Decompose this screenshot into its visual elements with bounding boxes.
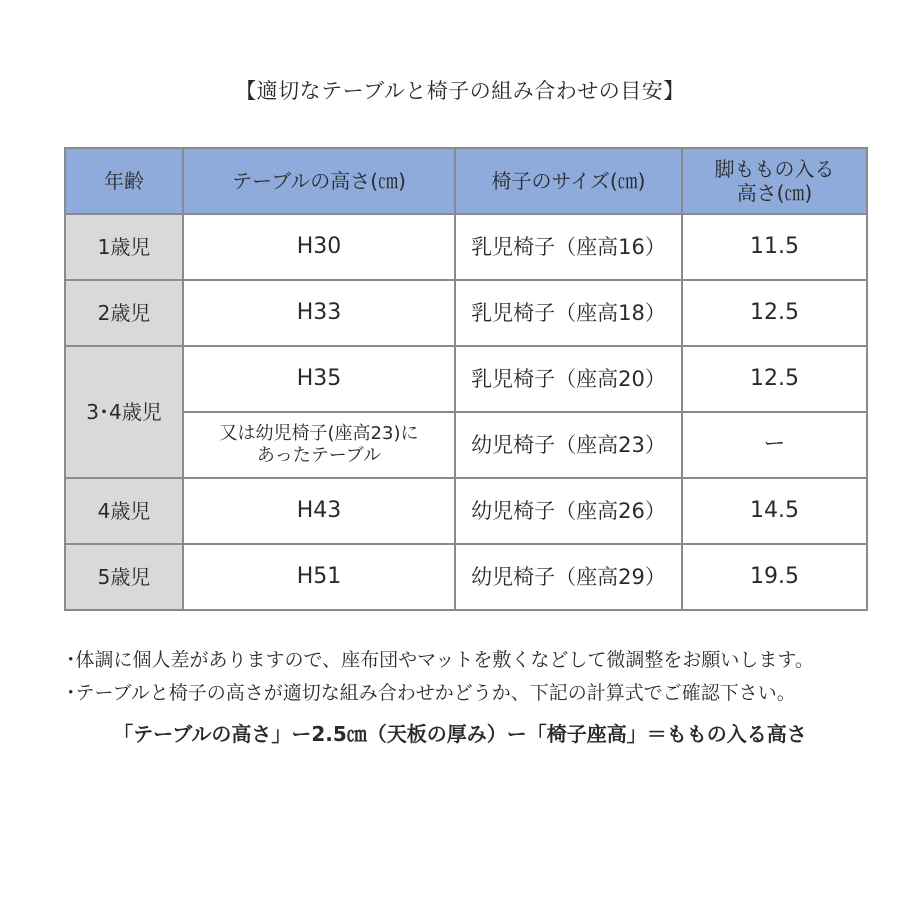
age-cell: 4歳児 bbox=[65, 478, 183, 544]
table-row bbox=[65, 346, 867, 412]
header-age: 年齢 bbox=[65, 148, 183, 214]
header-table-height: テーブルの高さ(㎝) bbox=[183, 148, 455, 214]
header-leg-space: 脚ももの入る 高さ(㎝) bbox=[682, 148, 867, 214]
note-item: ･テーブルと椅子の高さが適切な組み合わせかどうか、下記の計算式でご確認下さい。 bbox=[66, 682, 796, 704]
header-chair-size: 椅子のサイズ(㎝) bbox=[455, 148, 682, 214]
table-header-row bbox=[65, 148, 867, 214]
table-row bbox=[65, 280, 867, 346]
notes bbox=[66, 644, 906, 710]
table-height-cell: H35 bbox=[183, 346, 455, 412]
chair-size-cell: 幼児椅子（座高29） bbox=[455, 544, 682, 610]
table-row bbox=[65, 478, 867, 544]
age-cell: 1歳児 bbox=[65, 214, 183, 280]
age-cell: 2歳児 bbox=[65, 280, 183, 346]
leg-space-cell: 11.5 bbox=[682, 214, 867, 280]
table-row bbox=[65, 412, 867, 478]
leg-space-cell: ー bbox=[682, 412, 867, 478]
table-height-cell: 又は幼児椅子(座高23)に あったテーブル bbox=[183, 412, 455, 478]
chair-size-cell: 幼児椅子（座高23） bbox=[455, 412, 682, 478]
guide-table bbox=[64, 147, 868, 611]
table-height-cell: H43 bbox=[183, 478, 455, 544]
table-height-cell: H30 bbox=[183, 214, 455, 280]
leg-space-cell: 12.5 bbox=[682, 280, 867, 346]
leg-space-cell: 14.5 bbox=[682, 478, 867, 544]
page-title: 【適切なテーブルと椅子の組み合わせの目安】 bbox=[235, 79, 685, 103]
table-row bbox=[65, 544, 867, 610]
table-row bbox=[65, 214, 867, 280]
table-height-cell: H33 bbox=[183, 280, 455, 346]
chair-size-cell: 乳児椅子（座高18） bbox=[455, 280, 682, 346]
chair-size-cell: 幼児椅子（座高26） bbox=[455, 478, 682, 544]
note-item: ･体調に個人差がありますので、座布団やマットを敷くなどして微調整をお願いします。 bbox=[66, 649, 814, 671]
leg-space-cell: 12.5 bbox=[682, 346, 867, 412]
chair-size-cell: 乳児椅子（座高20） bbox=[455, 346, 682, 412]
formula: 「テーブルの高さ」ー2.5㎝（天板の厚み）ー「椅子座高」＝ももの入る高さ bbox=[113, 722, 807, 746]
age-cell: 3･4歳児 bbox=[65, 346, 183, 478]
age-cell: 5歳児 bbox=[65, 544, 183, 610]
table-height-cell: H51 bbox=[183, 544, 455, 610]
leg-space-cell: 19.5 bbox=[682, 544, 867, 610]
chair-size-cell: 乳児椅子（座高16） bbox=[455, 214, 682, 280]
